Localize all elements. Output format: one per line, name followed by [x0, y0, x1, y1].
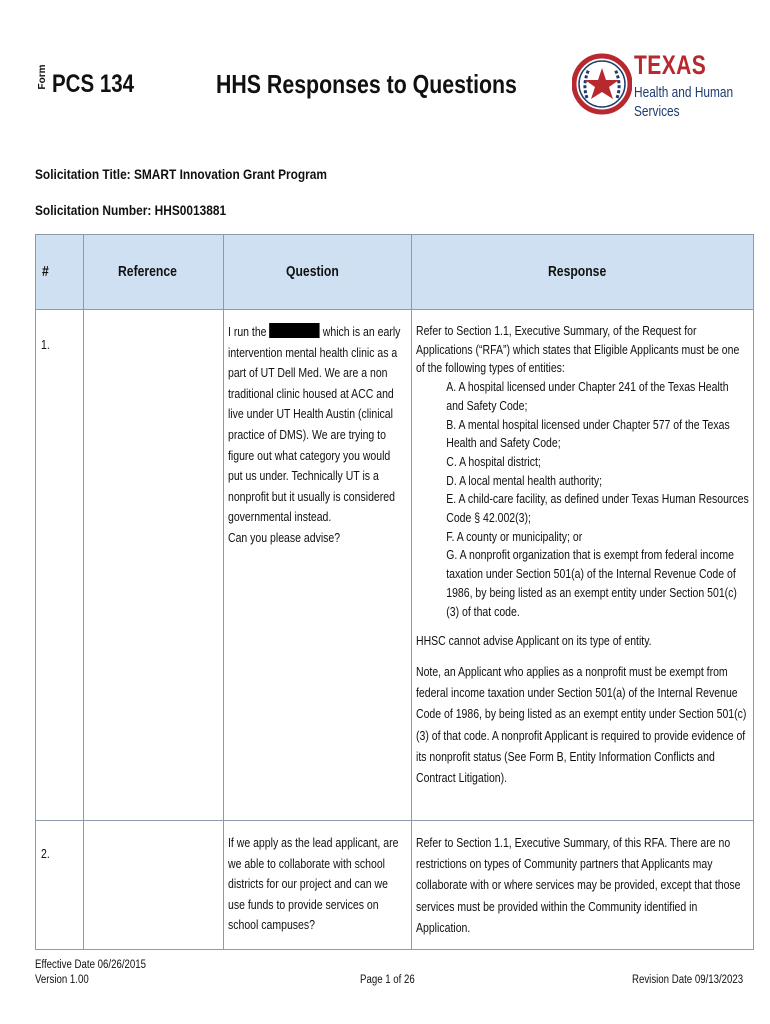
form-label: Form	[36, 64, 48, 90]
row-number: 2.	[36, 821, 84, 950]
list-item: F. A county or municipality; or	[446, 529, 583, 544]
texas-seal-icon	[572, 36, 632, 132]
list-item: E. A child-care facility, as defined under Texas Human Resources Code § 42.002(3);	[446, 492, 749, 526]
list-item: D. A local mental health authority;	[446, 473, 603, 488]
col-header-response: Response	[412, 235, 754, 310]
logo-line-2: Services	[634, 104, 680, 120]
row-question	[224, 310, 412, 821]
row-question	[224, 821, 412, 950]
table-row	[36, 821, 754, 950]
effective-date: Effective Date 06/26/2015	[35, 959, 146, 971]
texas-hhs-logo	[572, 36, 742, 132]
question-text-rest: which is an early intervention mental health clinic as a part of UT Dell Med. We are a non traditional clinic housed at ACC and live under UT Health Austin (clinical practice of DMS). We are trying to figure out what category you would put us under. Technically UT is a nonprofit but it usually is considered governmental instead.	[228, 325, 401, 525]
footer-left	[35, 958, 146, 988]
question-text-start: I run the	[228, 325, 267, 339]
row-response	[412, 821, 754, 950]
revision-date: Revision Date 09/13/2023	[632, 974, 744, 986]
list-item: G. A nonprofit organization that is exempt from federal income taxation under Section 501(a) of the Internal Revenue Code of 1986, by being listed as an exempt entity under Section 501(c)(3) of that code.	[446, 548, 737, 619]
form-number: PCS 134	[52, 70, 135, 98]
col-header-number: #	[36, 235, 84, 310]
logo-texas-text: TEXAS	[634, 50, 707, 80]
col-header-reference: Reference	[84, 235, 224, 310]
logo-agency-text	[634, 84, 733, 122]
solicitation-number: Solicitation Number: HHS0013881	[35, 202, 227, 218]
table-row	[36, 310, 754, 821]
row-response	[412, 310, 754, 821]
version: Version 1.00	[35, 974, 89, 986]
col-header-question: Question	[224, 235, 412, 310]
redaction-box	[269, 323, 319, 338]
response-paragraph: HHSC cannot advise Applicant on its type of entity.	[416, 634, 652, 649]
response-intro: Refer to Section 1.1, Executive Summary, of the Request for Applications (“RFA”) which states that Eligible Applicants must be one of the following types of entities:	[416, 324, 740, 376]
question-closing: Can you please advise?	[228, 530, 341, 545]
response-text: Refer to Section 1.1, Executive Summary, of this RFA. There are no restrictions on types of Community partners that Applicants may collaborate with or where services may be provided, except that those services must be provided within the Community identified in Application.	[416, 836, 741, 935]
page-number: Page 1 of 26	[360, 974, 415, 986]
eligible-entity-list	[416, 378, 749, 621]
row-reference	[84, 821, 224, 950]
list-item: A. A hospital licensed under Chapter 241 of the Texas Health and Safety Code;	[446, 380, 729, 413]
table-header-row	[36, 235, 754, 310]
solicitation-title: Solicitation Title: SMART Innovation Grant Program	[35, 166, 328, 182]
row-number: 1.	[36, 310, 84, 821]
row-reference	[84, 310, 224, 821]
question-text: If we apply as the lead applicant, are we able to collaborate with school districts for our project and can we use funds to provide services on school campuses?	[228, 836, 399, 933]
list-item: C. A hospital district;	[446, 454, 541, 469]
qa-table	[35, 234, 754, 950]
list-item: B. A mental hospital licensed under Chapter 577 of the Texas Health and Safety Code;	[446, 417, 730, 451]
logo-line-1: Health and Human	[634, 85, 734, 101]
response-note: Note, an Applicant who applies as a nonprofit must be exempt from federal income taxation under Section 501(a) of the Internal Revenue Code of 1986, by being listed as an exempt entity under Section 501(c)(3) of that code. A nonprofit Applicant is required to provide evidence of its nonprofit status (See Form B, Entity Information Conflicts and Contract Litigation).	[416, 664, 747, 785]
page-title: HHS Responses to Questions	[216, 69, 517, 99]
